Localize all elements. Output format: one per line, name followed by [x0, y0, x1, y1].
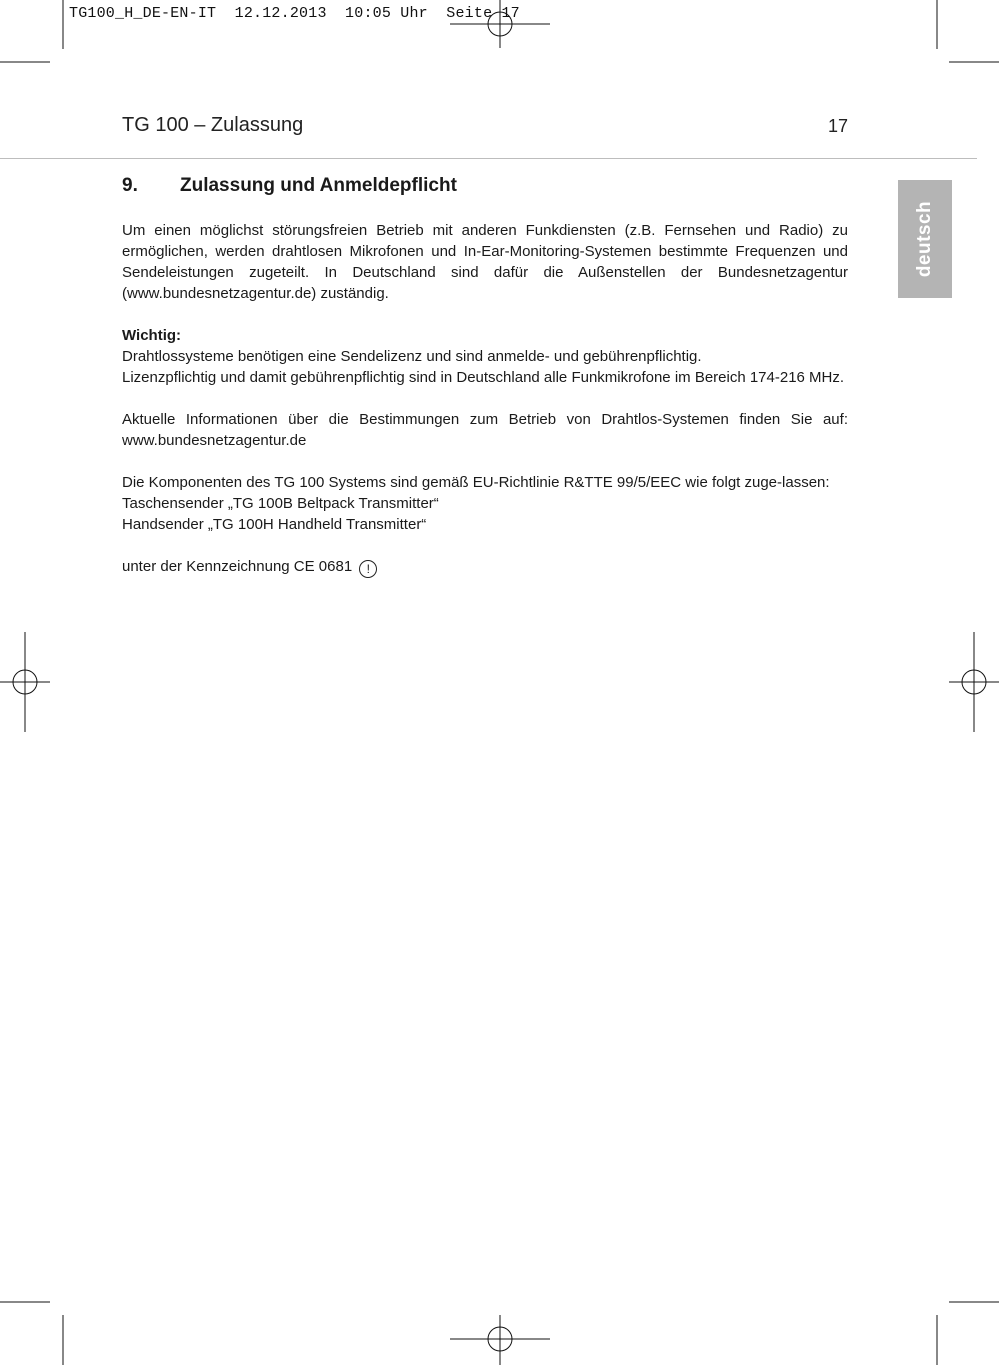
page-content	[122, 220, 848, 578]
running-title: TG 100 – Zulassung	[122, 114, 304, 136]
section-title: Zulassung und Anmeldepflicht	[180, 175, 457, 196]
important-block	[122, 325, 848, 388]
info-paragraph: Aktuelle Informationen über die Bestimmungen zum Betrieb von Drahtlos-Systemen finden Sie auf: www.bundesnetzagentur.de	[122, 411, 848, 449]
important-label: Wichtig:	[122, 327, 182, 344]
section-number: 9.	[122, 175, 138, 196]
section-heading	[122, 175, 457, 197]
print-slug: TG100_H_DE-EN-IT 12.12.2013 10:05 Uhr Seite 17	[69, 5, 520, 22]
ce-marking-text: unter der Kennzeichnung CE 0681	[122, 558, 353, 575]
alert-icon: !	[359, 560, 377, 578]
components-intro: Die Komponenten des TG 100 Systems sind gemäß EU-Richtlinie R&TTE 99/5/EEC wie folgt zuge-lassen:	[122, 474, 830, 491]
ce-marking-line	[122, 556, 848, 578]
important-line-1: Drahtlossysteme benötigen eine Sendelizenz und sind anmelde- und gebührenpflichtig.	[122, 348, 702, 365]
component-item: Taschensender „TG 100B Beltpack Transmitter“	[122, 495, 439, 512]
component-item: Handsender „TG 100H Handheld Transmitter“	[122, 516, 427, 533]
important-line-2: Lizenzpflichtig und damit gebührenpflichtig sind in Deutschland alle Funkmikrofone im Bereich 174-216 MHz.	[122, 369, 845, 386]
language-tab	[898, 180, 952, 298]
page-number: 17	[827, 116, 848, 136]
language-tab-label: deutsch	[914, 200, 935, 278]
components-block	[122, 472, 848, 535]
intro-paragraph: Um einen möglichst störungsfreien Betrieb mit anderen Funkdiensten (z.B. Fernsehen und Radio) zu ermöglichen, werden drahtlosen Mikrofonen und In-Ear-Monitoring-Systemen bestimmte Frequenzen und Sendeleistungen zugeteilt. In Deutschland sind dafür die Außenstellen der Bundesnetzagentur (www.bundesnetzagentur.de) zuständig.	[122, 222, 848, 302]
header-divider	[0, 158, 977, 159]
